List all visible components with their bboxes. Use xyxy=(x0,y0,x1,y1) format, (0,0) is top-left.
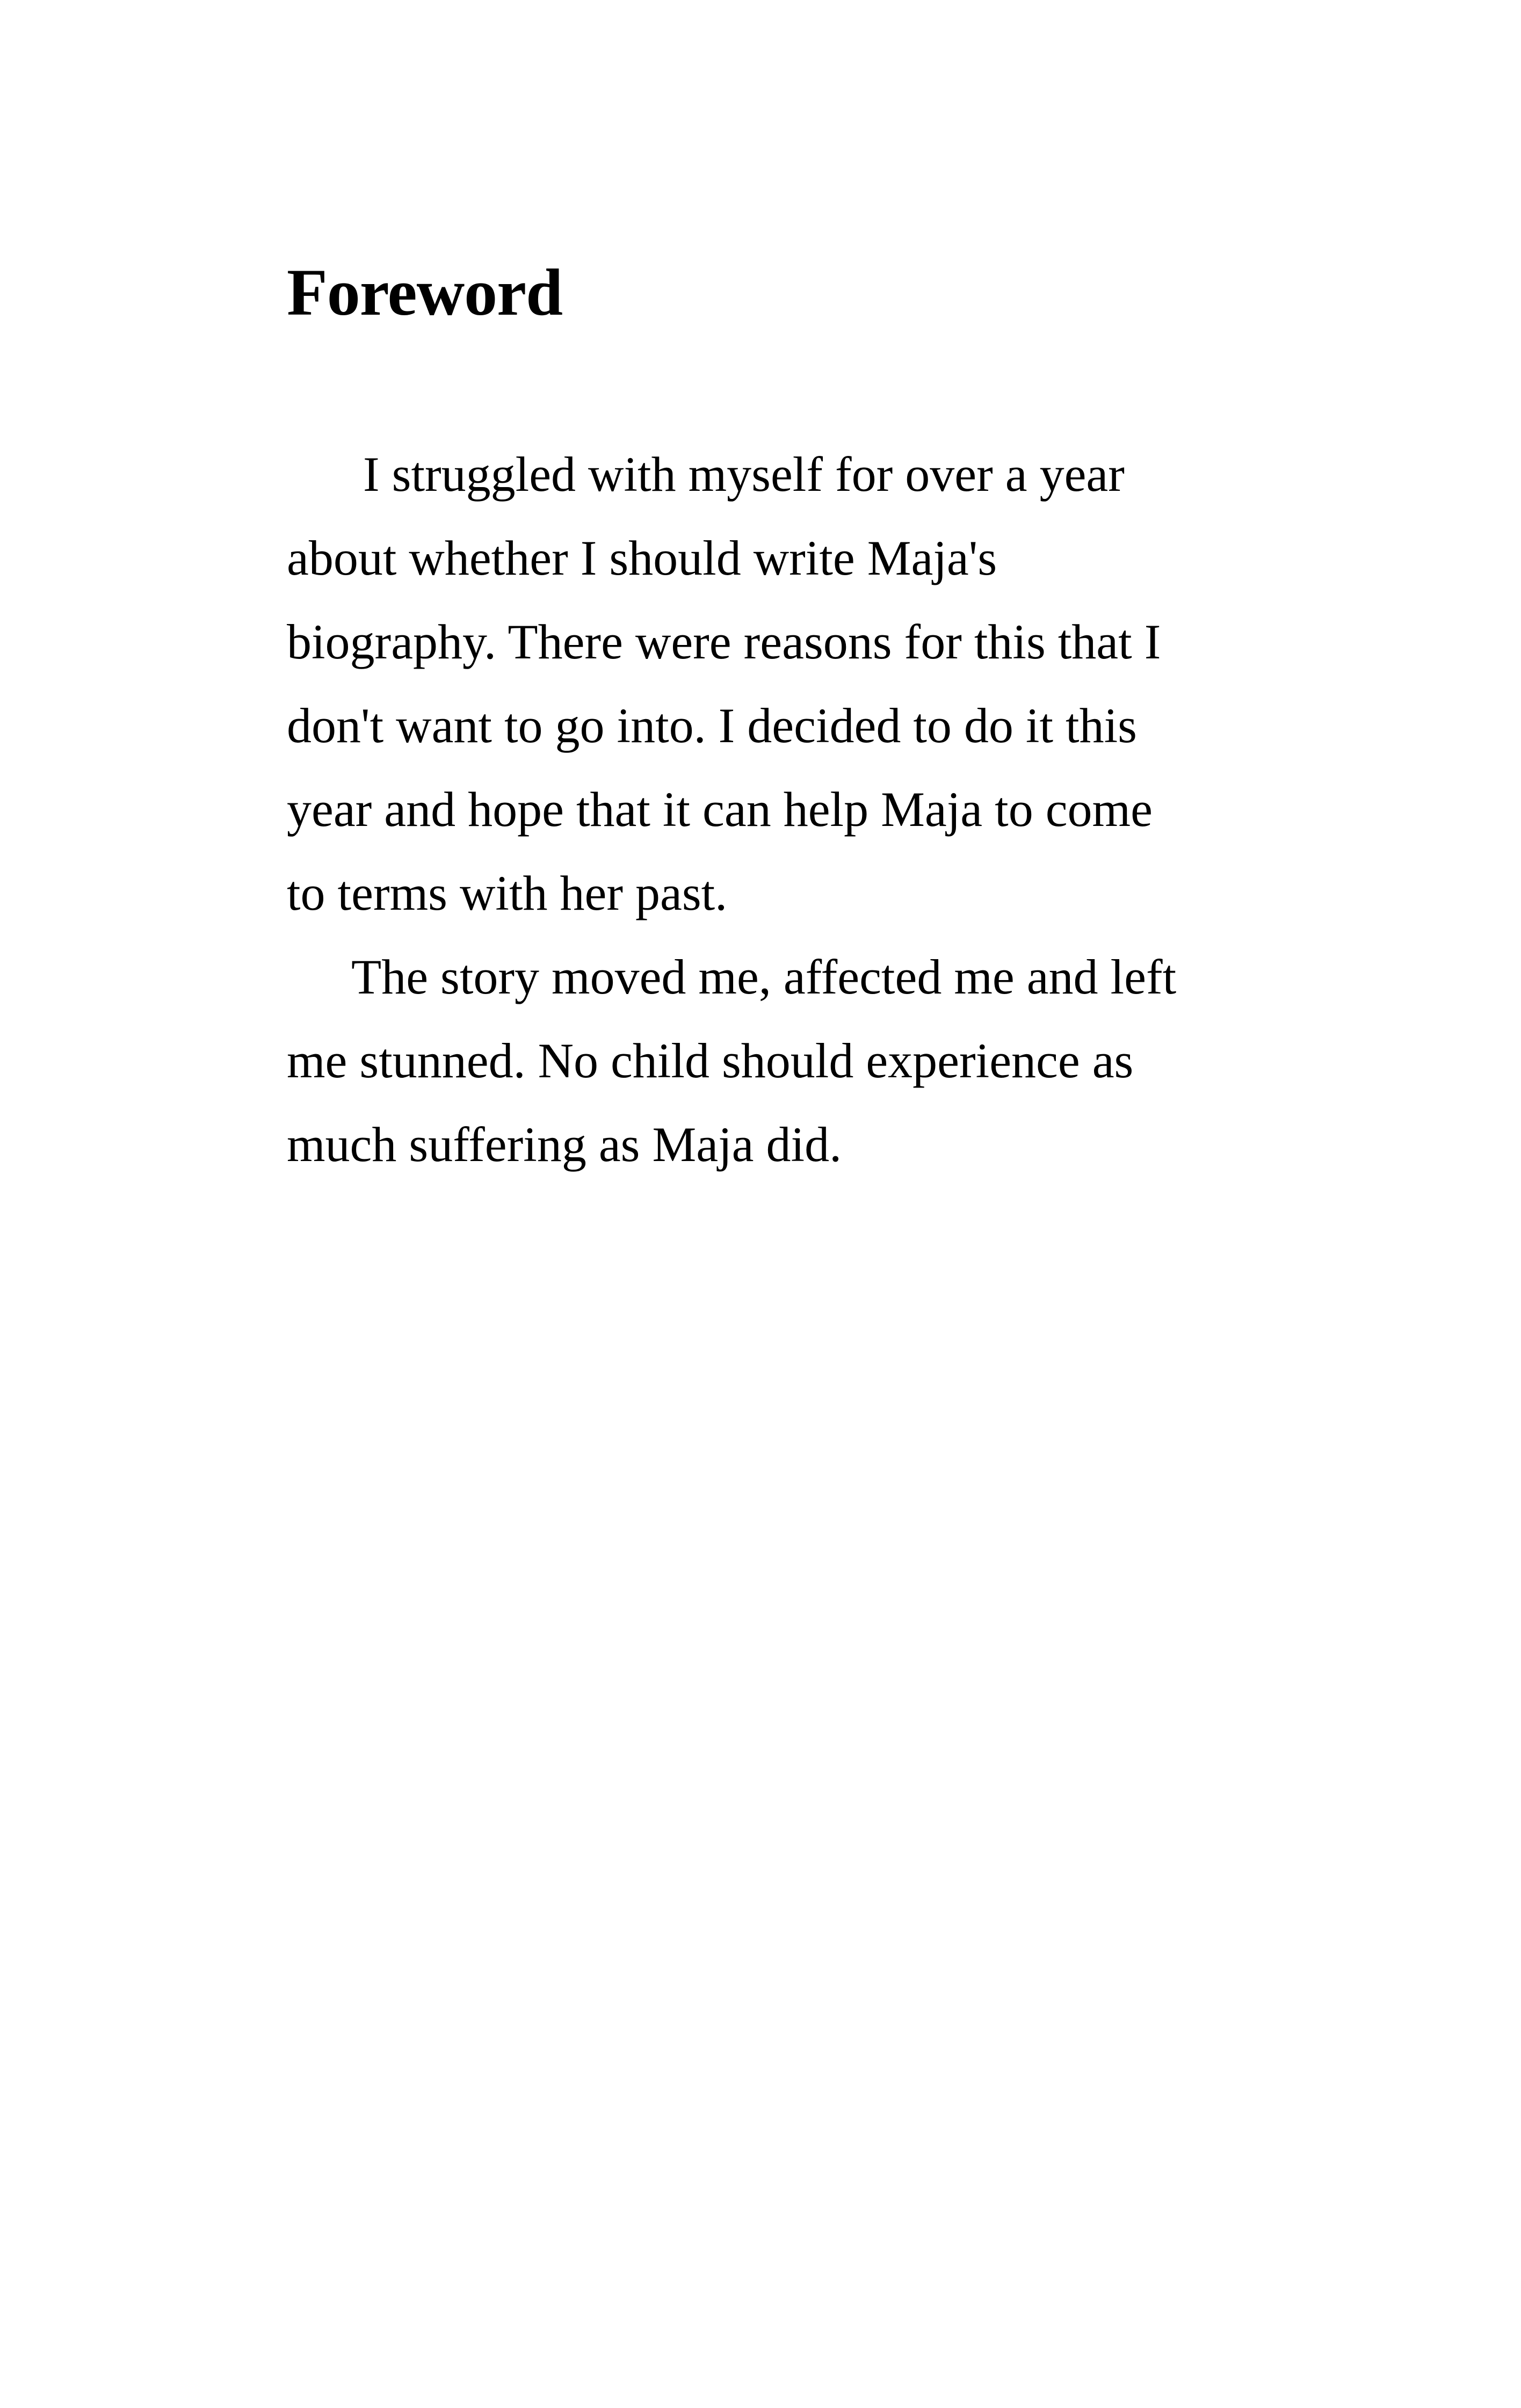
paragraph-line: biography. There were reasons for this that I xyxy=(287,614,1161,669)
paragraph-line: year and hope that it can help Maja to come xyxy=(287,782,1153,837)
paragraph-line: The story moved me, affected me and left xyxy=(351,949,1177,1004)
chapter-heading: Foreword xyxy=(287,256,563,329)
paragraph-line: don't want to go into. I decided to do it this xyxy=(287,698,1137,753)
paragraph-line: about whether I should write Maja's xyxy=(287,531,997,585)
paragraph-line: I struggled with myself for over a year xyxy=(363,447,1125,502)
paragraph-line: to terms with her past. xyxy=(287,866,728,920)
paragraph-line: much suffering as Maja did. xyxy=(287,1117,842,1172)
paragraph-line: me stunned. No child should experience as xyxy=(287,1033,1134,1088)
